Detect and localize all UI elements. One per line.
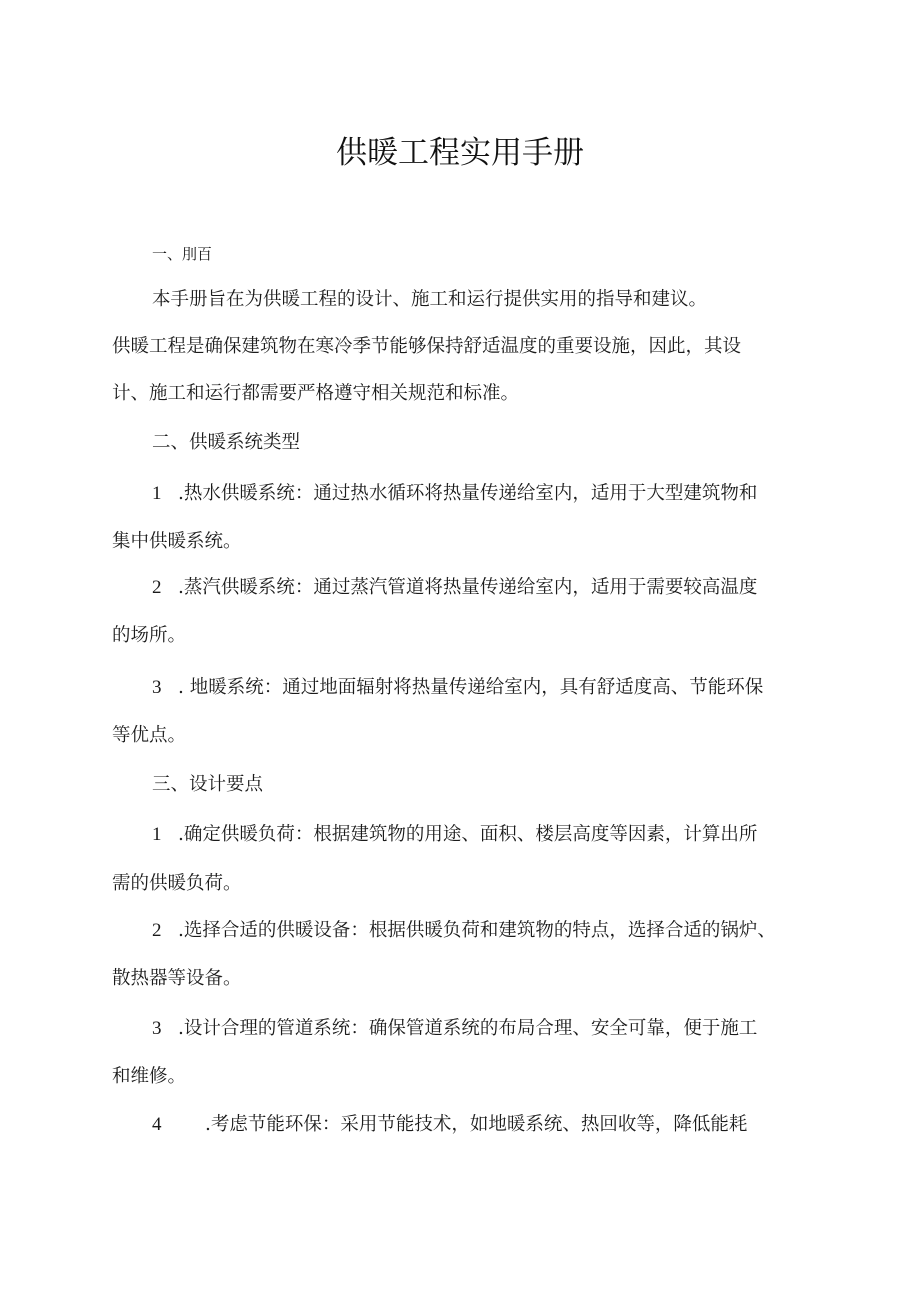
- design-3-text: .设计合理的管道系统：确保管道系统的布局合理、安全可靠，便于施工: [178, 1018, 758, 1039]
- document-title: 供暖工程实用手册: [336, 135, 584, 171]
- type-1-number: 1: [152, 483, 162, 504]
- design-4-line-1: [152, 1113, 747, 1137]
- type-3-text: . 地暖系统：通过地面辐射将热量传递给室内，具有舒适度高、节能环保: [178, 677, 764, 698]
- design-1-text: .确定供暖负荷：根据建筑物的用途、面积、楼层高度等因素，计算出所: [178, 824, 758, 845]
- types-heading: 二、供暖系统类型: [152, 432, 301, 453]
- type-3-number: 3: [152, 677, 162, 698]
- design-1-line-1: [152, 823, 757, 847]
- design-2-line-2: 散热器等设备。: [112, 968, 242, 989]
- design-2-line-1: [152, 919, 776, 943]
- design-3-line-1: [152, 1017, 757, 1041]
- type-1-text: .热水供暖系统：通过热水循环将热量传递给室内，适用于大型建筑物和: [178, 483, 758, 504]
- type-2-line-1: [152, 576, 757, 600]
- preface-paragraph-2-line-1: 供暖工程是确保建筑物在寒冷季节能够保持舒适温度的重要设施，因此，其设: [112, 336, 742, 357]
- design-2-number: 2: [152, 920, 162, 941]
- design-1-number: 1: [152, 824, 162, 845]
- design-1-line-2: 需的供暖负荷。: [112, 873, 242, 894]
- type-2-text: .蒸汽供暖系统：通过蒸汽管道将热量传递给室内，适用于需要较高温度: [178, 577, 758, 598]
- type-2-line-2: 的场所。: [112, 625, 187, 646]
- design-2-text: .选择合适的供暖设备：根据供暖负荷和建筑物的特点，选择合适的锅炉、: [178, 920, 776, 941]
- preface-paragraph-1: 本手册旨在为供暖工程的设计、施工和运行提供实用的指导和建议。: [152, 289, 708, 310]
- design-3-number: 3: [152, 1018, 162, 1039]
- design-4-text: .考虑节能环保：采用节能技术，如地暖系统、热回收等，降低能耗: [205, 1114, 748, 1135]
- type-2-number: 2: [152, 577, 162, 598]
- type-3-line-2: 等优点。: [112, 725, 187, 746]
- type-3-line-1: [152, 676, 763, 700]
- type-1-line-1: [152, 482, 757, 506]
- preface-paragraph-2-line-2: 计、施工和运行都需要严格遵守相关规范和标准。: [112, 383, 520, 404]
- design-heading: 三、设计要点: [152, 774, 264, 795]
- design-4-number: 4: [152, 1114, 162, 1135]
- preface-heading: 一、刖百: [152, 245, 213, 263]
- type-1-line-2: 集中供暖系统。: [112, 531, 242, 552]
- design-3-line-2: 和维修。: [112, 1066, 187, 1087]
